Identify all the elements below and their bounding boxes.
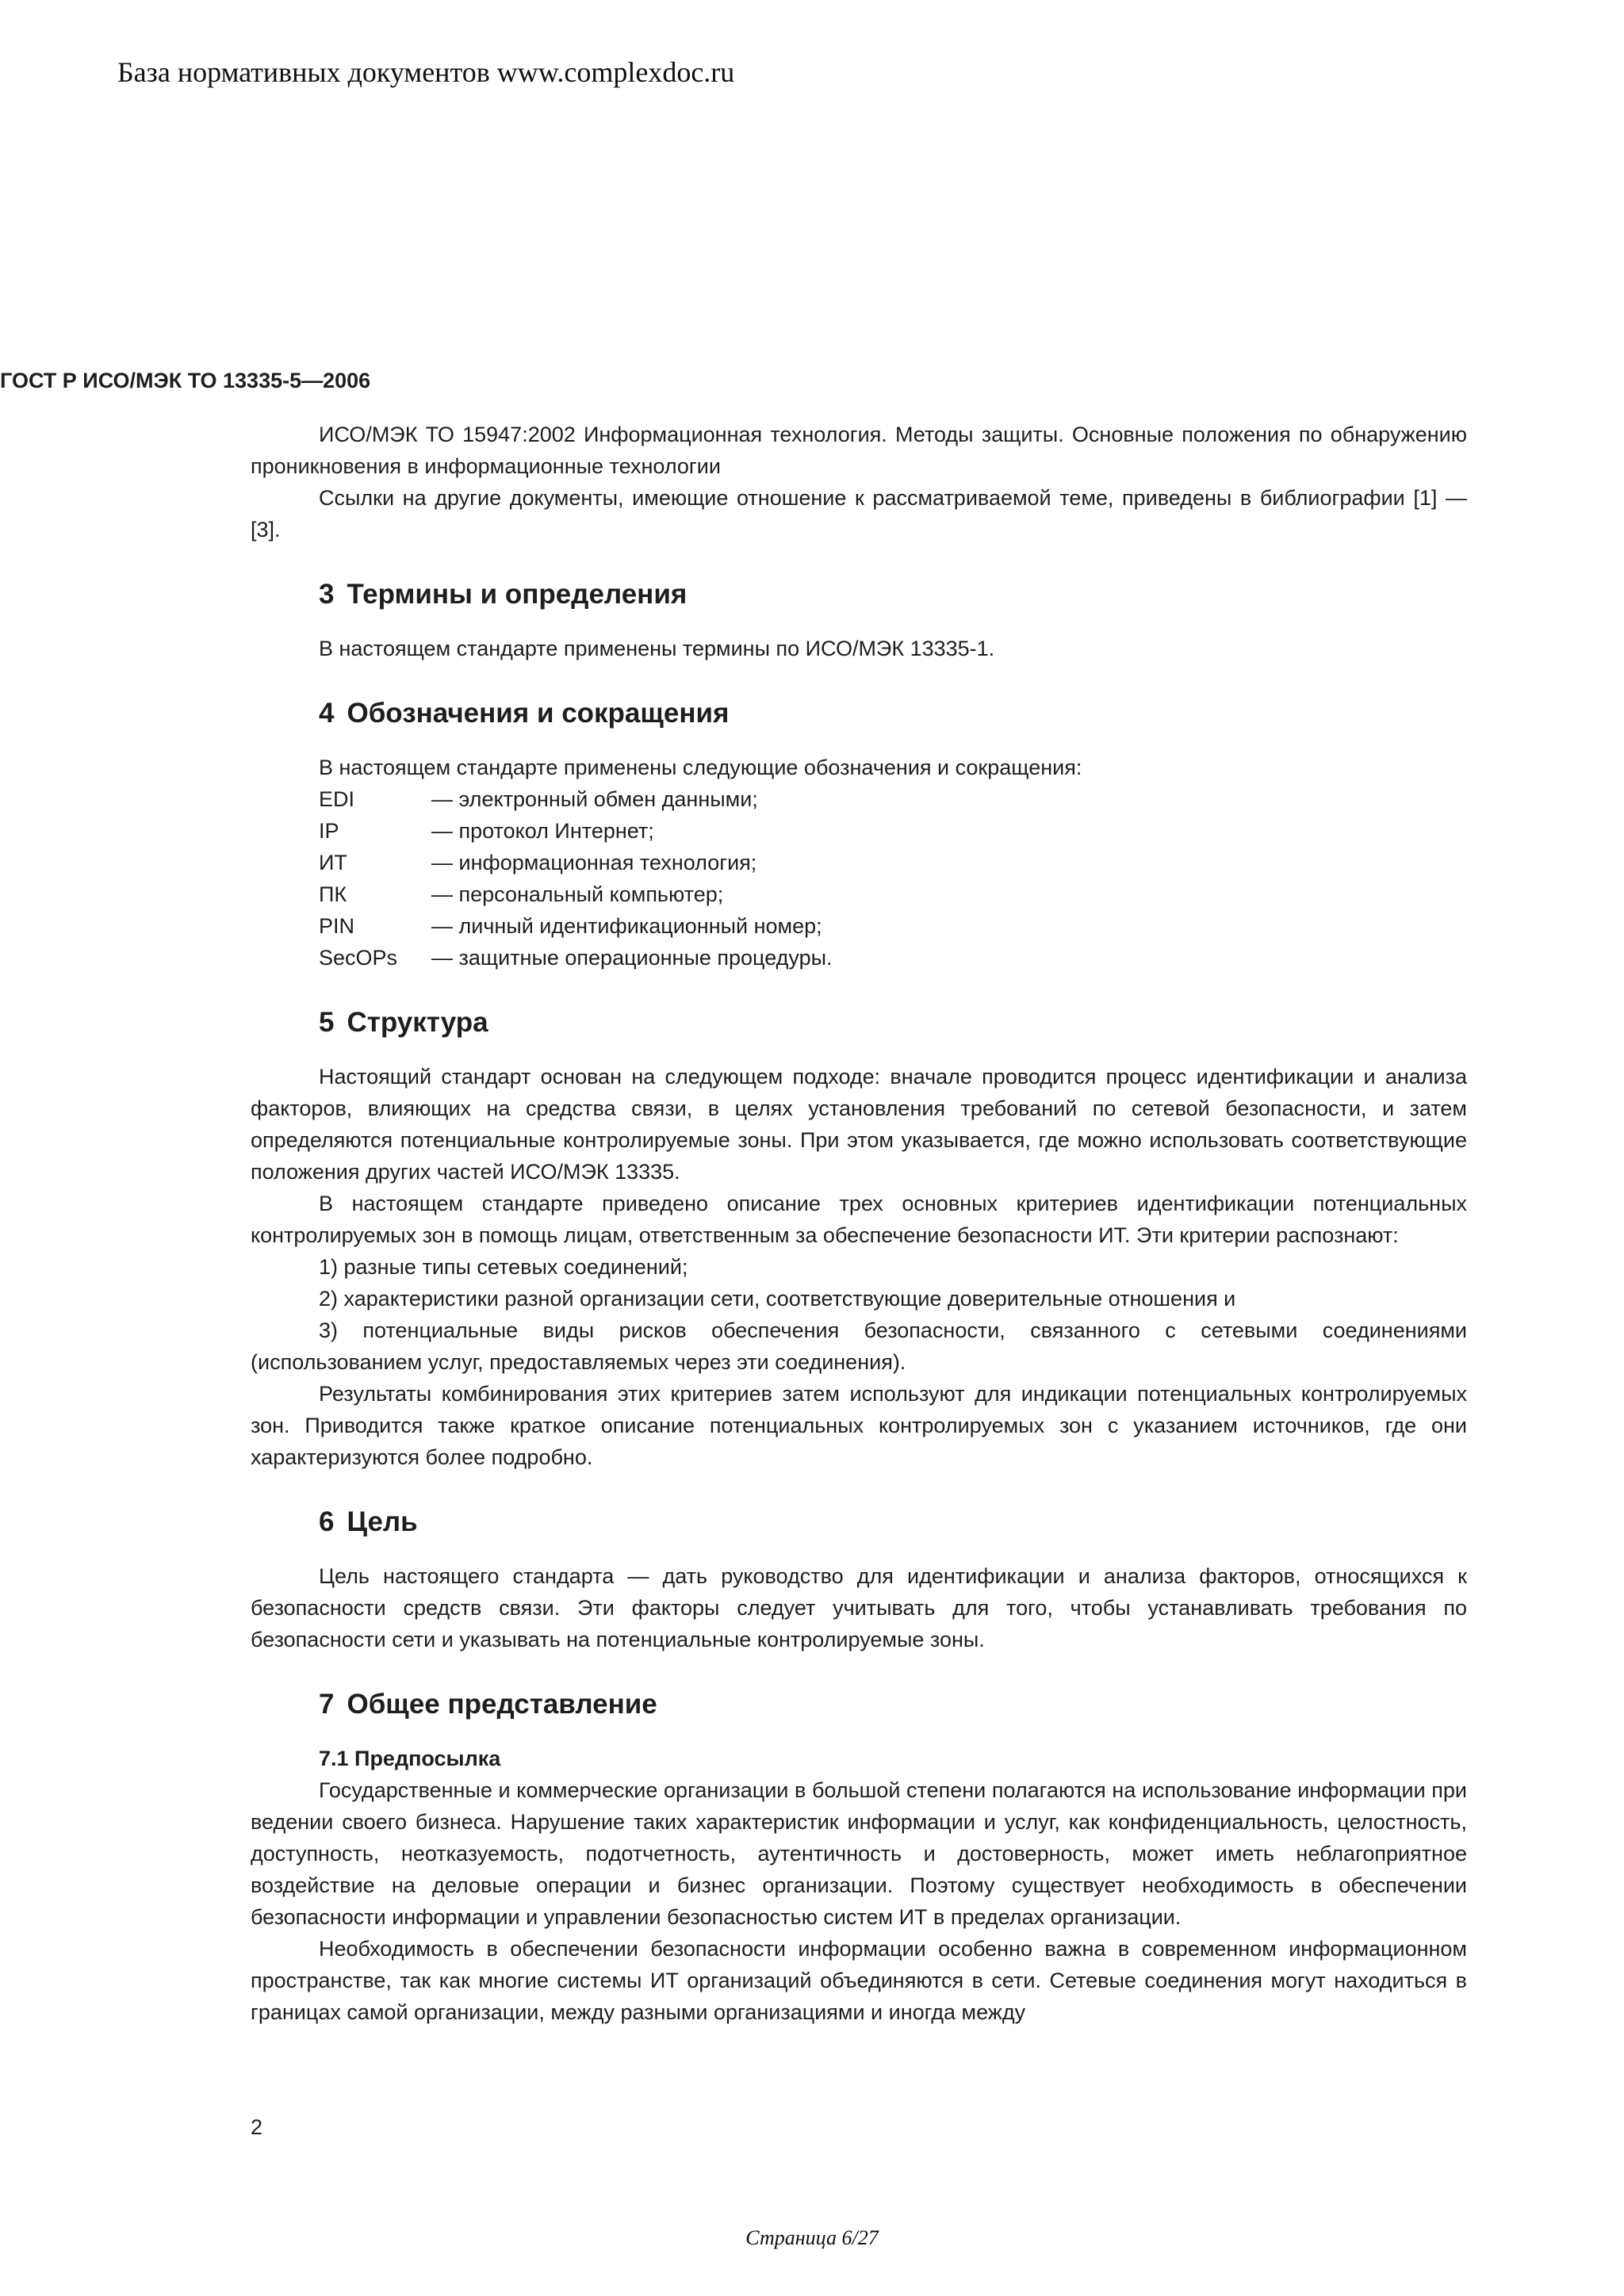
document-code: ГОСТ Р ИСО/МЭК ТО 13335-5—2006 <box>0 369 371 392</box>
abbreviation-code: PIN <box>319 914 355 938</box>
abbreviation-text: — электронный обмен данными; <box>431 787 758 811</box>
section-3-title: Термины и определения <box>347 579 688 610</box>
abbreviation-code: SecOPs <box>319 946 398 970</box>
subsection-7-1-title: 7.1 Предпосылка <box>319 1747 501 1770</box>
document-body <box>0 365 1467 2028</box>
section-5-list-item: 1) разные типы сетевых соединений; <box>319 1255 688 1279</box>
section-6-heading <box>319 1503 1467 1541</box>
section-4-title: Обозначения и сокращения <box>347 698 730 729</box>
abbreviation-row <box>319 910 1467 942</box>
abbreviation-row <box>319 815 1467 847</box>
intro-paragraph-2: Ссылки на другие документы, имеющие отношение к рассматриваемой теме, приведены в библиографии [1] — [3]. <box>251 486 1467 541</box>
section-7-number: 7 <box>319 1689 335 1720</box>
section-7-heading <box>319 1686 1467 1724</box>
section-3-text: В настоящем стандарте применены термины по ИСО/МЭК 13335-1. <box>319 637 995 660</box>
section-7-title: Общее представление <box>347 1689 657 1720</box>
abbreviation-row <box>319 942 1467 974</box>
section-7-paragraph-2: Необходимость в обеспечении безопасности информации особенно важна в современном информационном пространстве, так как многие системы ИТ организаций объединяются в сети. Сетевые соединения могут находиться в границах самой организации, между разными организациями и иногда между <box>251 1937 1467 2024</box>
abbreviation-text: — защитные операционные процедуры. <box>431 946 833 970</box>
section-7-paragraph-1: Государственные и коммерческие организации в большой степени полагаются на использование информации при ведении своего бизнеса. Нарушение таких характеристик информации и услуг, как конфиденциальность, целостность, доступность, неотказуемость, подотчетность, аутентичность и достоверность, может иметь неблагоприятное воздействие на деловые операции и бизнес организации. Поэтому существует необходимость в обеспечении безопасности информации и управлении безопасностью систем ИТ в пределах организации. <box>251 1778 1467 1929</box>
abbreviation-code: ПК <box>319 882 347 906</box>
section-5-paragraph-2: В настоящем стандарте приведено описание трех основных критериев идентификации потенциальных контролируемых зон в помощь лицам, ответственным за обеспечение безопасности ИТ. Эти критерии распознают: <box>251 1192 1467 1247</box>
abbreviation-code: EDI <box>319 787 355 811</box>
abbreviation-code: ИТ <box>319 851 347 874</box>
abbreviation-row <box>319 847 1467 878</box>
section-5-paragraph-1: Настоящий стандарт основан на следующем подходе: вначале проводится процесс идентификации и анализа факторов, влияющих на средства связи, в целях установления требований по сетевой безопасности, и затем определяются потенциальные контролируемые зоны. При этом указывается, где можно использовать соответствующие положения других частей ИСО/МЭК 13335. <box>251 1065 1467 1184</box>
abbreviation-text: — личный идентификационный номер; <box>431 914 822 938</box>
abbreviation-text: — протокол Интернет; <box>431 819 654 843</box>
abbreviation-row <box>319 878 1467 910</box>
site-header: База нормативных документов www.complexdoc.ru <box>117 56 735 88</box>
section-3-heading <box>319 576 1467 614</box>
section-6-text: Цель настоящего стандарта — дать руководство для идентификации и анализа факторов, относящихся к безопасности средств связи. Эти факторы следует учитывать для того, чтобы устанавливать требования по безопасности сети и указывать на потенциальные контролируемые зоны. <box>251 1564 1467 1651</box>
section-4-number: 4 <box>319 698 335 729</box>
abbreviation-code: IP <box>319 819 339 843</box>
section-5-paragraph-3: Результаты комбинирования этих критериев затем используют для индикации потенциальных контролируемых зон. Приводится также краткое описание потенциальных контролируемых зон с указанием источников, где они характеризуются более подробно. <box>251 1382 1467 1469</box>
section-4-heading <box>319 695 1467 733</box>
section-5-title: Структура <box>347 1007 488 1038</box>
section-5-list-item: 3) потенциальные виды рисков обеспечения безопасности, связанного с сетевыми соединениями (использованием услуг, предоставляемых через эти соединения). <box>251 1318 1467 1374</box>
section-5-number: 5 <box>319 1007 335 1038</box>
abbreviation-list <box>319 783 1467 974</box>
section-4-lead: В настоящем стандарте применены следующие обозначения и сокращения: <box>319 756 1082 779</box>
abbreviation-row <box>319 783 1467 815</box>
section-5-list-item: 2) характеристики разной организации сети, соответствующие доверительные отношения и <box>319 1287 1236 1311</box>
abbreviation-text: — информационная технология; <box>431 851 757 874</box>
intro-paragraph-1: ИСО/МЭК ТО 15947:2002 Информационная технология. Методы защиты. Основные положения по обнаружению проникновения в информационные технологии <box>251 423 1467 478</box>
page-footer: Страница 6/27 <box>745 2226 879 2249</box>
page-number: 2 <box>251 2115 263 2139</box>
section-6-title: Цель <box>347 1506 418 1537</box>
section-3-number: 3 <box>319 579 335 610</box>
section-5-heading <box>319 1004 1467 1042</box>
section-6-number: 6 <box>319 1506 335 1537</box>
abbreviation-text: — персональный компьютер; <box>431 882 724 906</box>
